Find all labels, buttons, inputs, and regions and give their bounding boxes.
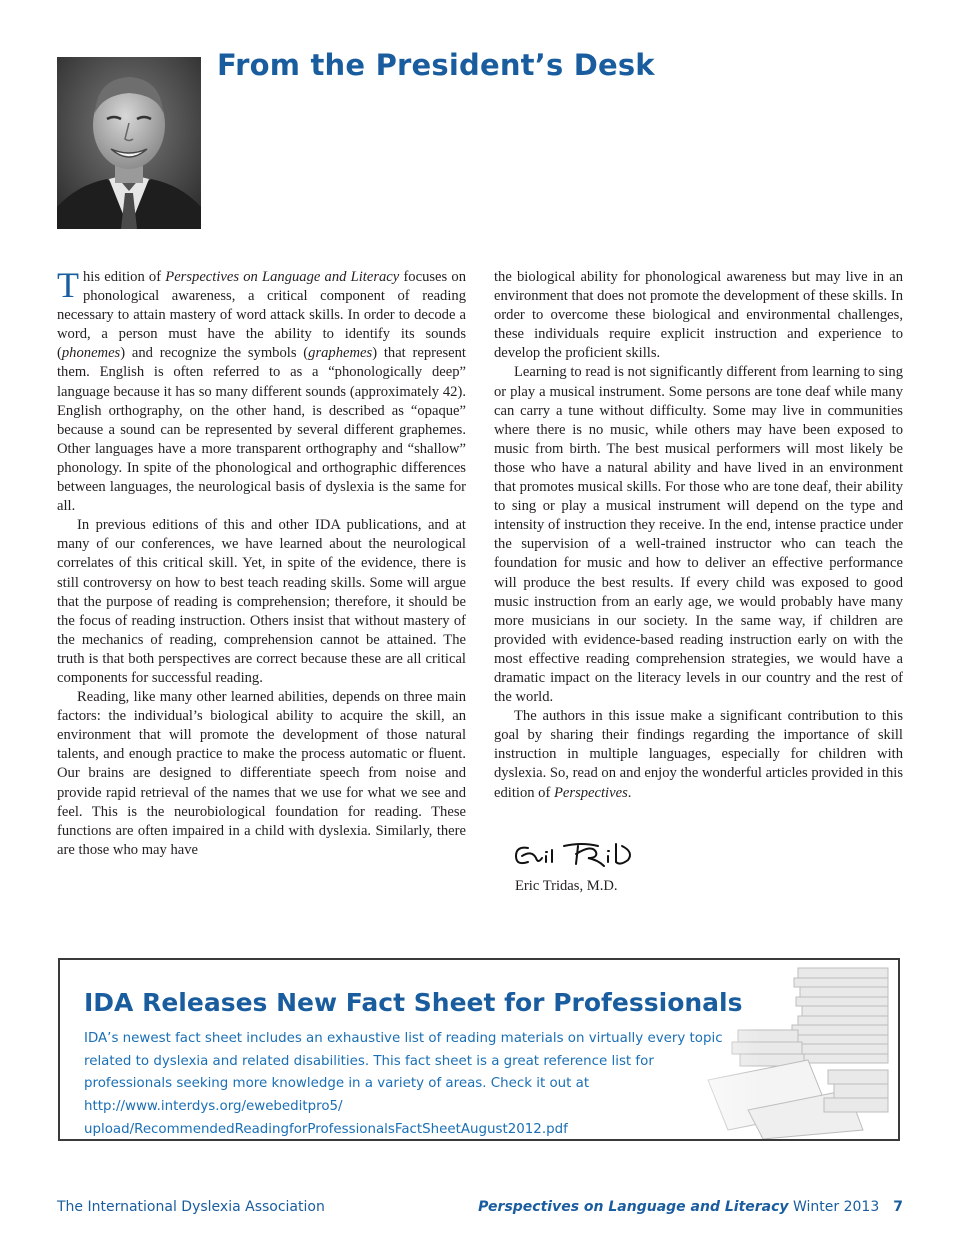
text-run: The authors in this issue make a significant contribution to this goal by sharing their findings regarding the importance of skill instruction in multiple languages, especially for children with dyslexia. So, read on and enjoy the wonderful articles provided in this edition of — [494, 708, 903, 801]
footer-publication-title: Perspectives on Language and Literacy — [478, 1199, 789, 1215]
fact-sheet-title: IDA Releases New Fact Sheet for Professionals — [84, 988, 743, 1017]
page-footer — [57, 1199, 903, 1219]
article-title: From the President’s Desk — [217, 48, 655, 82]
portrait-illustration — [57, 57, 201, 229]
paragraph: Reading, like many other learned abilities, depends on three main factors: the individual’s biological ability to acquire the skill, an environment that will promote the development of those natural talents, and enough practice to make the process automatic or fluent. Our brains are designed to differentiate speech from noise and provide rapid retrieval of the names that we use for what we see and feel. This is the neurobiological foundation for reading. These functions are often impaired in a child with dyslexia. Similarly, there are those who may have — [57, 689, 466, 858]
signer-name: Eric Tridas, M.D. — [515, 878, 618, 894]
term-italic: phonemes — [61, 345, 121, 362]
paragraph — [57, 265, 466, 516]
article-column-right — [494, 268, 903, 803]
fact-sheet-announcement — [58, 958, 900, 1141]
publication-title-italic: Perspectives — [554, 784, 628, 801]
paragraph: In previous editions of this and other IDA publications, and at many of our conferences, we have learned about the neurological correlates of this critical skill. Yet, in spite of the evidence, there is still controversy on how to best teach reading skills. Some will argue that the purpose of reading is comprehension; therefore, it should be the focus of reading instruction. Others insist that without mastery of the mechanics of reading, comprehension cannot be attained. The truth is that both perspectives are correct because these are all critical components for successful reading. — [57, 517, 466, 686]
author-portrait — [57, 57, 201, 229]
text-run: . — [627, 784, 632, 801]
text-run: focuses on phonological awareness, a critical component of reading necessary to attain mastery of word attack skills. In order to decode a word, a person must have the ability to identify its sounds ( — [57, 269, 466, 362]
text-run: ) that represent them. English is often referred to as a “phonologically deep” language because it has so many different sounds (approximately 42). English orthography, on the other hand, is described as “opaque” because a sound can be represented by several different graphemes. Other languages have a more transparent orthography and “shallow” phonology. In spite of the phonological and orthographic differences between languages, the neurological basis of dyslexia is the same for all. — [57, 345, 466, 515]
footer-organization: The International Dyslexia Association — [57, 1199, 325, 1215]
article-column-left — [57, 265, 466, 860]
fact-sheet-description[interactable]: IDA’s newest fact sheet includes an exhaustive list of reading materials on virtually every topic related to dyslexia and related disabilities. This fact sheet is a great reference list for professionals seeking more knowledge in a variety of areas. Check it out at http://www.interdys.org/ewebeditpro5/ upload/RecommendedReadingforProfessionalsFactSheetAugust2012.pdf — [84, 1031, 723, 1137]
paragraph — [494, 707, 903, 802]
text-run: ) and recognize the symbols ( — [120, 345, 309, 362]
term-italic: graphemes — [308, 345, 373, 362]
paragraph: Learning to read is not significantly different from learning to sing or play a musical instrument. Some persons are tone deaf while many can carry a tune without difficulty. Some may live in communities where there is no music, while others may have been exposed to music from birth. The best musical performers will most likely be those who have a natural ability and have lived in an environment that promotes musical skills. For those who are tone deaf, their ability to sing or play a musical instrument will depend on the type and intensity of instruction they receive. In the end, intense practice under the supervision of a well-trained instructor who can teach the foundation for music and how to deliver an effective performance will produce the best results. If every child was exposed to good music instruction from an early age, we would probably have many more musicians in our society. In the same way, if children are provided with evidence-based reading instruction early on with the most effective reading comprehension strategies, we would have a dramatic impact on the literacy levels in our country and the rest of the world. — [494, 364, 903, 706]
footer-issue: Winter 2013 — [793, 1199, 880, 1215]
paragraph: the biological ability for phonological awareness but may live in an environment that does not promote the development of these skills. In order to overcome these biological and environmental challenges, these individuals require explicit instruction and experience to develop the proficient skills. — [494, 269, 903, 362]
footer-publication-info — [478, 1199, 903, 1215]
text-run: his edition of — [83, 269, 166, 285]
drop-cap: T — [57, 265, 79, 305]
publication-title-italic: Perspectives on Language and Literacy — [165, 269, 400, 285]
page-number: 7 — [893, 1199, 903, 1215]
signature-image — [512, 836, 637, 872]
